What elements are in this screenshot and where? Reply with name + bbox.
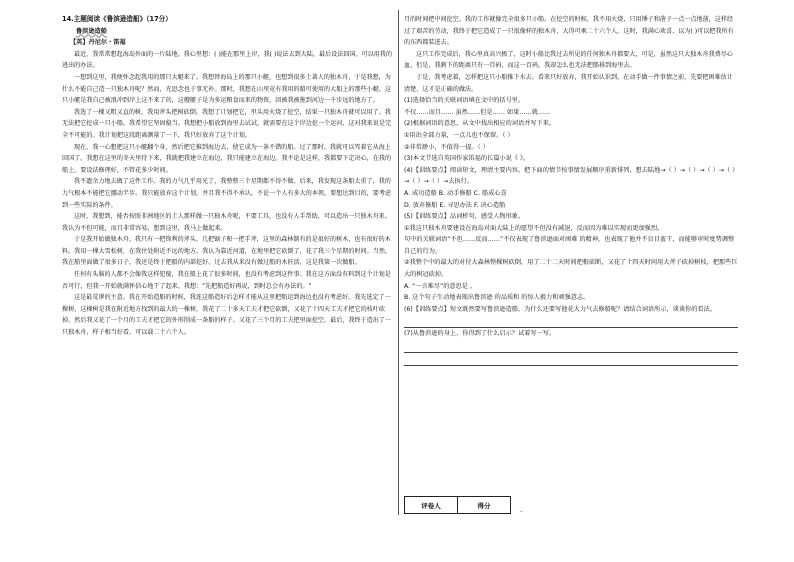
story-paragraph: 于是，我考虑着，怎样把这只小船推下水去。看来只好放弃，我开始认识到，在动手做一件事情之前，先要把困难估计清楚，这才是正确的做法。	[404, 73, 733, 93]
question-4-options: A. 成功造船 B. 动手修船 C. 船成心喜	[404, 189, 507, 197]
score-table	[404, 496, 511, 514]
left-column	[62, 14, 394, 339]
story-paragraph: 月的时间把中间挖空，我的工作就像完全很多只小船。在挖空的时候，我不用火烧，只用锤子和凿子一点一点地凿，这样经过了艰苦的劳动，我终于把它造成了一只很像样的独木舟，大得可乘二十六个人。这时，我满心欢喜，以为( )可以把我所有的东西都装进去。	[404, 16, 734, 47]
story-author: 【英】丹尼尔・笛福	[70, 39, 126, 47]
story-paragraph: 现在，我一心想把这只小艇翻个身，然后把它推到海边去，使它成为一条不错的船。过了那时，我就可以驾着它从海上回国了。我想在这里的冬天里待下来，我就把我建立在海边，我只能建立在海边。我不论是这样，我都要下定决心，在我的船上，要设法修理好，不管花多少时间。	[62, 143, 392, 174]
question-5b-b: B. 这个句子生动地表现出鲁滨逊 的品质和 的惊人毅力和顽强意志。	[404, 294, 590, 302]
story-paragraph: 这是最荒谬的主意。我在开始造船的时候，我连这船造好后怎样才能从这里把船运到海边也没有考虑好。我先选定了一棵树，这棵树是我在附近地方找到的最大的一棵树，我花了二十多天工夫才把它砍倒，又花了十四天工夫才把它的枝叶砍掉。然后我又花了一个月的工夫才把它的外形削成一条船的样子。又花了三个月的工夫把里面挖空，最后，我终于造出了一只独木舟，样子相当好看，可以载二十六个人。	[62, 294, 392, 337]
question-5: (5)【训练要点】品词析句，感受人物形象。	[404, 213, 525, 221]
story-paragraph: 这时，我想到，能否按照非洲地区的土人那样做一只独木舟呢，不要工具，也没有人手帮助，可以造出一只独木舟来。我认为不但可能，而且非常容易，想到这里，我马上做起来。	[62, 213, 391, 232]
story-paragraph: 我选了一棵又粗又直的树，我用斧头把树砍倒。我想了计划把它，里头用火烧了挖空，结果一只独木舟就可以用了。我无法把它挖成一只小船，我希望它坚固稳当。我想把小船放到海里去试试，就需要在这个岸边挖一个运河，这对我来说是完全不可能的。我计划把这段距离测量了一下，我只好放弃了这个计划。	[62, 108, 392, 139]
score-label: 得分	[458, 497, 511, 514]
question-5a-fill: 句中的关联词语“不但……反而……”不仅表现了鲁滨逊面对困难 的精神，也表现了他并不盲目蛮干，而能够审时度势调整自己的行为。	[404, 236, 735, 255]
question-4-options-2: D. 放弃修船 E. 寻思办法 F. 决心造船	[404, 201, 506, 209]
answer-line[interactable]	[404, 355, 738, 366]
story-paragraph: 任何有头脑的人都不会像我这样犯傻，我在船上花了很多时间，也没有考虑到这件事。我在这方面没有料到这个计划是否可行，但我一开始就满怀信心地干了起来。我想："先把船造好再说，到时总会有办法的。"	[62, 271, 391, 290]
question-2: (2)根据词语的意思，从文中找出相应的词语并写下来。	[404, 120, 556, 128]
story-paragraph: 最近，我常常想起海岛外面的一片陆地。我心里想：( )能在那里上岸，我( )说法去到大陆，最后设法回国。可以用我的逃出的办法。	[62, 50, 393, 70]
question-1-options: 不仅……而且…… 虽然……但是…… 如果……就……	[404, 108, 551, 116]
question-7: (7)从鲁滨逊的身上，你得到了什么启示？试着写一写。	[404, 330, 556, 338]
question-3: (3)本文节选自英国作家笛福的长篇小说《 》。	[404, 155, 530, 163]
question-6: (6)【训练要点】短文既然要写鲁滨逊造船，为什么还要写他花大力气去修船呢？请结合词语所示，谈谈你的看法。	[404, 305, 716, 313]
story-paragraph: 一想到这里，我便怀念起我用的那只大艇来了。我想替海岛上的那只小艇，也想到很多土著人的独木舟，于是我想，为什么不能自己造一只独木舟呢？然而，光思念也于事无补。那时，我想在山里竟有我用的船可使用的大船上的那些小艇。这只小艇是我自己被浪冲到岸上这不来了的，这艘艇子是为多运粮食而来的物资，因被我被拖到河边一千步远的地方了。	[62, 73, 392, 105]
story-paragraph: 我不遗余力地去做了这件工作。我的力气几乎用光了，我整整三个星期都不得不做。后来，我发现这条船太重了，我的力气根本不能把它挪动半步。我只能放弃这个计划，并且我不得不承认，不论一个人有多大的本领，要想达到目的，要考虑到一些实际的条件。	[62, 178, 392, 209]
grader-label: 评卷人	[405, 497, 458, 514]
question-2b: ②非常渺小，不值得一提。（ ）	[404, 143, 489, 151]
answer-line[interactable]	[404, 317, 738, 328]
question-5b-a: A. “一言难尽”的意思是 。	[404, 282, 477, 290]
story-paragraph: 这只工作完成后，我心里真高兴极了，这时小船比我过去所见的任何独木舟都要大，可是，虽然这只大独木舟我费尽心血，但是，我剩下的距离只有一百码，而这一百码，我却怎么也无法把船移到海里去。	[404, 50, 733, 70]
story-paragraph: 于是我开始做独木舟。我只有一把锋利的斧头，几把锯子和一把手斧，这里的森林倒有的是很好的树木，也有很好的木料。我用一棵大雪松树，在我住处附近不远的地方。我认为靠近河道，在地里把它砍倒了，花了我三个星期的时间。当然，我在船里面做了很多日子，我还是终于把船的内部挖好。过去我从来没有做过船的木匠活，这是我第一次做船。	[62, 236, 392, 267]
question-5a: ①我这只独木舟要建设在海岛对面大陆上的愿望不但没有减退，反而因为难以实现而更加强烈。	[404, 224, 664, 232]
stray-dot: .	[520, 506, 523, 514]
question-4: (4)【训练要点】阅读短文，理清主要内容，把下面的情节按事情发展顺序重新排列，想去陆地→（ ）→（ ）→（ ）→（ ）→（ ）→（ ）→去执行。	[404, 166, 736, 186]
question-5b: ②我整个中的最大的对付大森林整棵树砍倒，用了二十二天时间把根砍断，又花了十四天时间用大斧子砍掉树枝，把那些巨大的树冠砍掉。	[404, 259, 738, 279]
question-1: (1)选择恰当的关联词语填在文中的括号里。	[404, 97, 525, 105]
right-column	[404, 14, 738, 366]
question-heading: 14.主题阅读《鲁滨逊造船》（17分）	[62, 15, 172, 23]
story-title: 鲁滨逊造船	[76, 27, 107, 35]
question-2a: ①用出全部力量，一点儿也不保留。（ ）	[404, 131, 514, 139]
answer-line[interactable]	[404, 342, 738, 353]
column-divider	[398, 10, 399, 515]
